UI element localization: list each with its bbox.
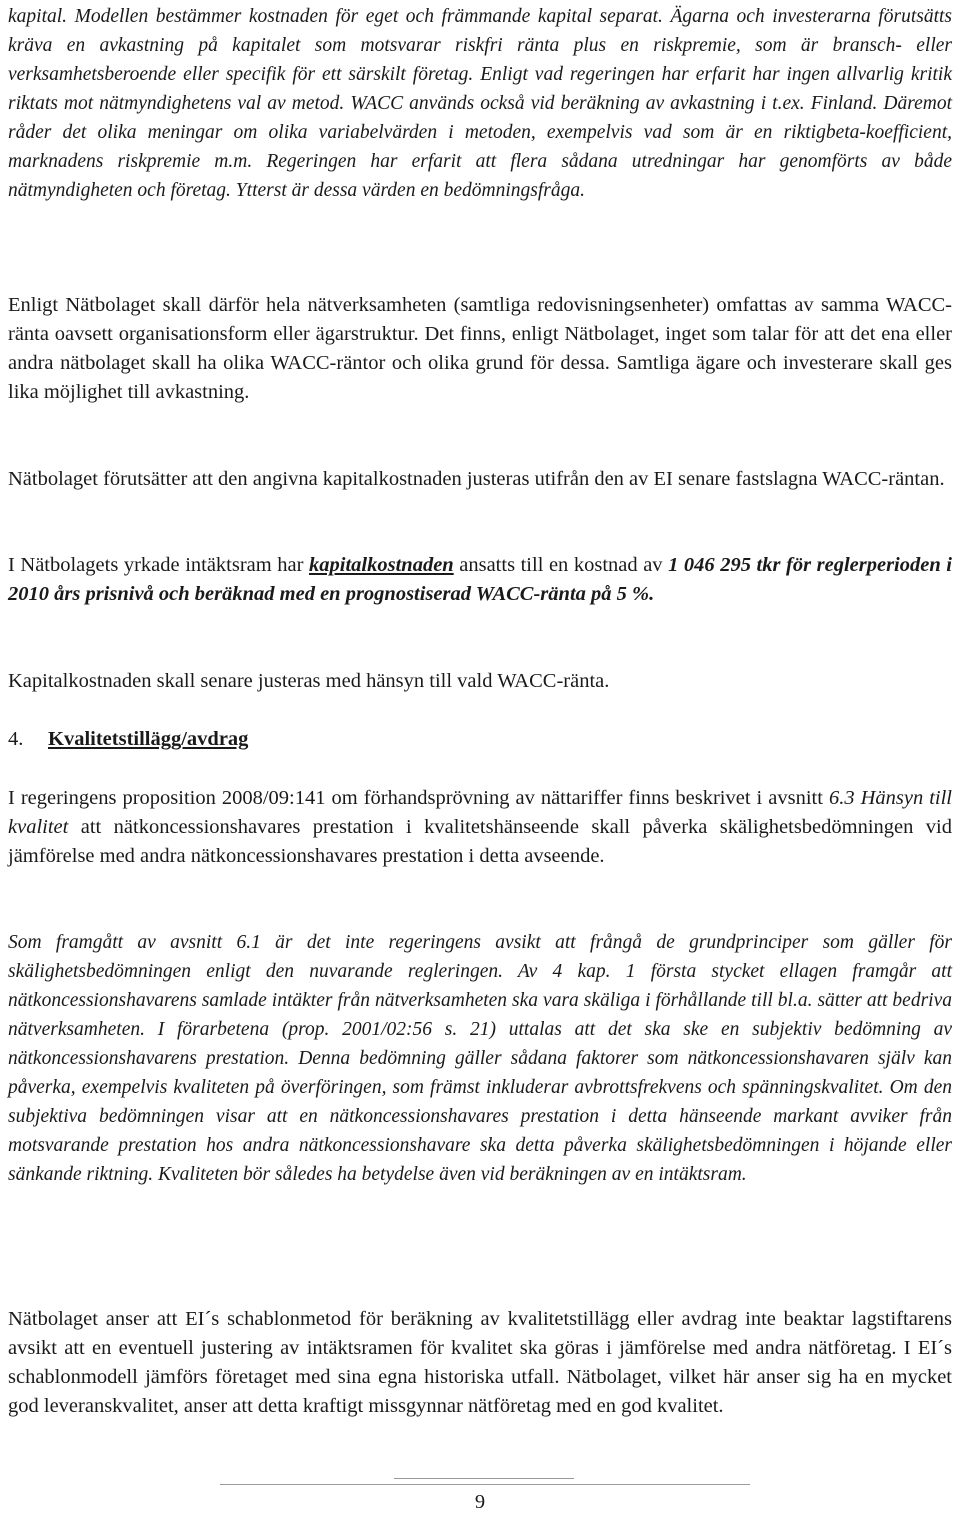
capital-cost-intro: I Nätbolagets yrkade intäktsram har — [8, 554, 310, 576]
paragraph-ei-method: Nätbolaget anser att EI´s schablonmetod för beräkning av kvalitetstillägg eller avdrag inte beaktar lagstiftarens avsikt att en eventuell justering av intäktsramen för kvalitet ska göras i jämförelse med andra nätföretag. I EI´s schablonmodell jämförs företaget med sina egna historiska utfall. Nätbolaget, vilket här anser sig ha en mycket god leveranskvalitet, anser att detta kraftigt missgynnar nätföretag med en god kvalitet. — [8, 1308, 952, 1417]
paragraph-capital-cost-claim — [8, 551, 952, 609]
capital-cost-amount: 1 046 295 tkr för reglerperioden i 2010 års prisnivå och beräknad med en prognostiserad WACC-ränta på 5 %. — [8, 554, 953, 605]
section-number: 4. — [8, 728, 24, 750]
capital-cost-term: kapitalkostnaden — [309, 554, 454, 576]
capital-cost-middle: ansatts till en kostnad av — [453, 554, 669, 576]
footer-divider — [220, 1484, 750, 1485]
paragraph-later-adjustment: Kapitalkostnaden skall senare justeras med hänsyn till vald WACC-ränta. — [8, 670, 610, 692]
proposition-section-ref: 6.3 Hänsyn till kvalitet — [8, 787, 952, 838]
section-title: Kvalitetstillägg/avdrag — [48, 728, 249, 750]
footer-divider-short — [394, 1478, 574, 1479]
proposition-intro: I regeringens proposition 2008/09:141 om förhandsprövning av nättariffer finns beskrivet i avsnitt — [8, 787, 829, 809]
paragraph-same-wacc: Enligt Nätbolaget skall därför hela nätverksamheten (samtliga redovisningsenheter) omfattas av samma WACC-ränta oavsett organisationsform eller ägarstruktur. Det finns, enligt Nätbolaget, inget som talar för att det ena eller andra nätbolaget skall ha olika WACC-räntor och olika grund för dessa. Samtliga ägare och investerare skall ges lika möjlighet till avkastning. — [8, 294, 952, 403]
paragraph-quote-quality: Som framgått av avsnitt 6.1 är det inte regeringens avsikt att frångå de grundprinciper som gäller för skälighetsbedömningen enligt den nuvarande regleringen. Av 4 kap. 1 första stycket ellagen framgår att nätkoncessionshavarens samlade intäkter från nätverksamheten ska vara skäliga i förhållande till bl.a. sätter att bedriva nätverksamheten. I förarbetena (prop. 2001/02:56 s. 21) uttalas att det ska ske en subjektiv bedömning av nätkoncessionshavarens prestation. Denna bedömning gäller sådana faktorer som nätkoncessionshavaren själv kan påverka, exempelvis kvaliteten på överföringen, som främst inkluderar avbrottsfrekvens och spänningskvalitet. Om den subjektiva bedömningen visar att en nätkoncessionshavares prestation i detta hänseende markant avviker från motsvarande prestation hos andra nätkoncessionshavare ska detta påverka skälighetsbedömningen i höjande eller sänkande riktning. Kvaliteten bör således ha betydelse även vid beräkningen av en intäktsram. — [8, 932, 952, 1185]
paragraph-proposition — [8, 784, 952, 871]
proposition-rest: att nätkoncessionshavares prestation i kvalitetshänseende skall påverka skälighetsbedömningen vid jämförelse med andra nätkoncessionshavares prestation i detta avseende. — [8, 815, 952, 867]
section-heading — [8, 725, 248, 754]
paragraph-quote-wacc: kapital. Modellen bestämmer kostnaden för eget och främmande kapital separat. Ägarna och investerarna förutsätts kräva en avkastning på kapitalet som motsvarar riskfri ränta plus en riskpremie, som är bransch- eller verksamhetsberoende eller specifik för ett särskilt företag. Enligt vad regeringen har erfarit har ingen allvarlig kritik riktats mot nätmyndighetens val av metod. WACC används också vid beräkning av avkastning i t.ex. Finland. Däremot råder det olika meningar om olika variabelvärden i metoden, exempelvis vad som är en riktigbeta-koefficient, marknadens riskpremie m.m. Regeringen har erfarit att flera sådana utredningar har genomförts av både nätmyndigheten och företag. Ytterst är dessa värden en bedömningsfråga. — [8, 6, 952, 201]
paragraph-adjust-capital-cost: Nätbolaget förutsätter att den angivna kapitalkostnaden justeras utifrån den av EI senare fastslagna WACC-räntan. — [8, 468, 945, 490]
page-number: 9 — [474, 1491, 486, 1513]
